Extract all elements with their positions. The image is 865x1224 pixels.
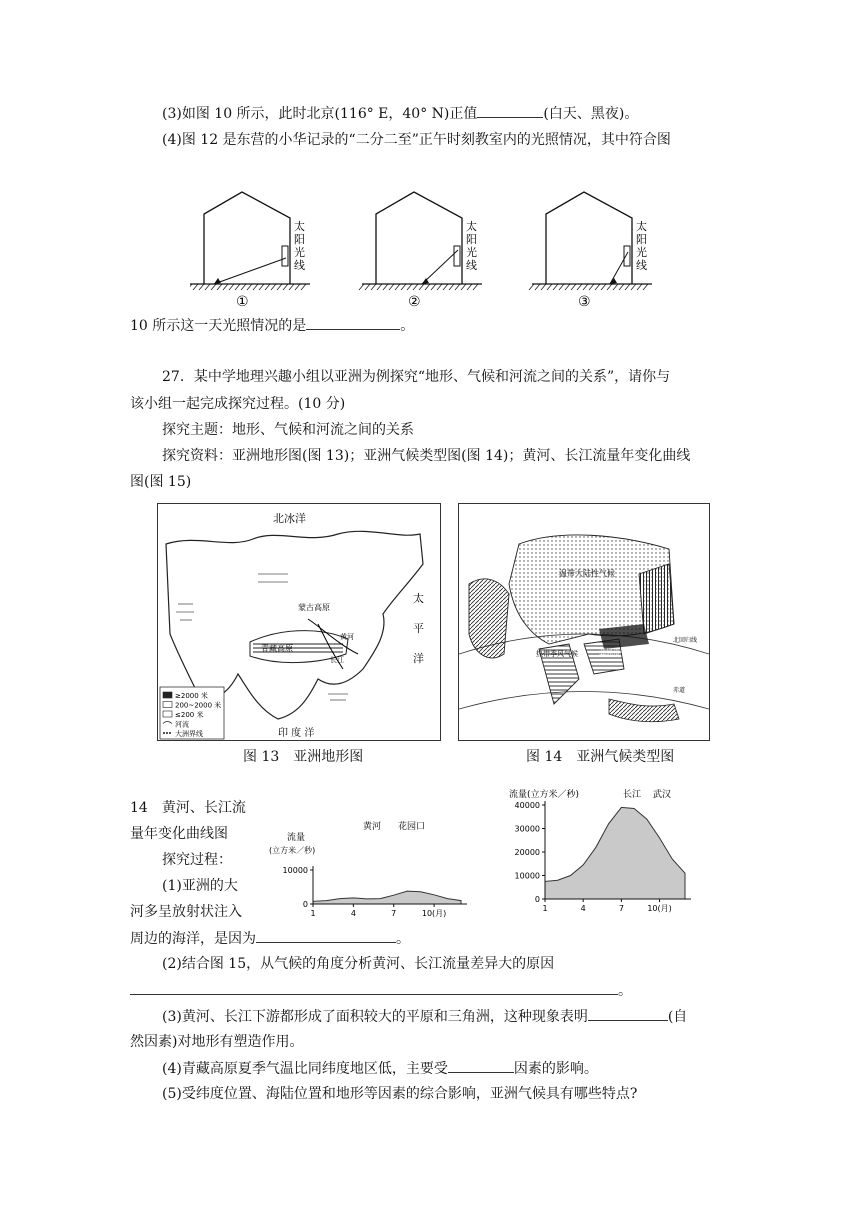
q3b-cont: 然因素)对地形有塑造作用。	[130, 1034, 304, 1050]
changjiang-flow-chart	[497, 783, 699, 923]
ground-hatch	[190, 284, 192, 290]
label-pacific-1: 太	[413, 592, 424, 605]
huanghe-unit-line2: (立方米／秒)	[269, 846, 316, 855]
ground-hatch	[595, 284, 600, 290]
sun-ray-label: 太	[294, 220, 305, 233]
q5-text: (5)受纬度位置、海陆位置和地形等因素的综合影响，亚洲气候具有哪些特点?	[162, 1086, 638, 1102]
label-indian-ocean: 印 度 洋	[278, 728, 315, 739]
x-tick-label: 10(月)	[647, 904, 672, 913]
ground-hatch	[223, 284, 228, 290]
ground-hatch	[229, 284, 234, 290]
label-tropical-monsoon: 热带季风气候	[536, 650, 578, 658]
house-3	[529, 192, 652, 310]
ground-hatch	[571, 284, 576, 290]
ground-hatch	[205, 284, 210, 290]
sun-ray-label: 太	[466, 220, 477, 233]
x-tick-label: 10(月)	[421, 909, 447, 918]
ground-hatch	[643, 284, 648, 290]
ground-hatch	[413, 284, 418, 290]
ground-hatch	[371, 284, 376, 290]
sun-ray-label: 光	[466, 246, 477, 259]
house-outline	[546, 192, 632, 284]
q1-text: 周边的海洋，是因为	[130, 931, 256, 947]
x-tick-label: 7	[618, 904, 624, 913]
label-mongolia: 蒙古高原	[298, 603, 330, 612]
ground-hatch	[583, 284, 588, 290]
q2-text: (2)结合图 15，从气候的角度分析黄河、长江流量差异大的原因	[162, 956, 555, 972]
ground-hatch	[289, 284, 294, 290]
q1-blank[interactable]	[256, 928, 396, 943]
q3b-text: (3)黄河、长江下游都形成了面积较大的平原和三角洲，这种现象表明	[162, 1009, 588, 1025]
ground-hatch	[259, 284, 264, 290]
ground-hatch	[565, 284, 570, 290]
ground-hatch	[407, 284, 412, 290]
q3b-line	[162, 1006, 687, 1027]
x-tick-label: 1	[542, 904, 548, 913]
ground-hatch	[377, 284, 382, 290]
sun-ray-line	[422, 250, 458, 284]
q1-tail: 。	[396, 931, 410, 947]
ground-hatch	[637, 284, 642, 290]
changjiang-unit-label: 流量(立方米／秒)	[509, 790, 580, 800]
ground-hatch	[473, 284, 478, 290]
q3b-blank[interactable]	[588, 1006, 668, 1021]
sun-ray-line	[610, 252, 628, 284]
q27-material1: 探究资料：亚洲地形图(图 13)；亚洲气候类型图(图 14)；黄河、长江流量年变化曲线	[162, 448, 691, 464]
q27-line1: 27．某中学地理兴趣小组以亚洲为例探究“地形、气候和河流之间的关系”，请你与	[162, 369, 671, 385]
ground-hatch	[395, 284, 400, 290]
ground-hatch	[529, 284, 534, 290]
window-icon	[282, 246, 288, 266]
arrow-head-icon	[214, 278, 221, 284]
y-tick-label: 20000	[514, 848, 540, 857]
asia-climate-map	[458, 503, 710, 741]
house-outline	[204, 192, 290, 284]
sun-ray-label: 线	[466, 259, 477, 272]
huanghe-unit-line1: 流量	[287, 833, 306, 843]
huanghe-flow-chart	[265, 815, 475, 920]
fig15-intro2: 量年变化曲线图	[130, 826, 228, 842]
x-tick-label: 7	[391, 909, 397, 918]
ground-hatch	[301, 284, 306, 290]
q1-line-a: (1)亚洲的大	[162, 878, 238, 894]
ground-hatch	[589, 284, 594, 290]
ground-hatch	[631, 284, 636, 290]
changjiang-station-label: 武汉	[653, 790, 672, 800]
legend-swatch	[163, 702, 172, 708]
window-icon	[624, 246, 630, 266]
ground-hatch	[383, 284, 388, 290]
label-subtropical: 亚热带季风气候	[599, 648, 648, 656]
huanghe-river-label: 黄河	[363, 822, 382, 832]
sun-ray-label: 阳	[466, 233, 477, 246]
label-equator: 赤道	[673, 687, 686, 694]
sun-ray-label: 光	[294, 246, 305, 259]
ground-hatch	[359, 284, 364, 290]
house-number: ②	[408, 294, 421, 310]
ground-hatch	[625, 284, 630, 290]
asia-terrain-map	[157, 503, 441, 741]
house-number: ③	[578, 294, 591, 310]
y-tick-label: 10000	[514, 871, 540, 881]
huanghe-station-label: 花园口	[398, 822, 426, 832]
ground-hatch	[401, 284, 406, 290]
q4-text: (4)图 12 是东营的小华记录的“二分二至”正午时刻教室内的光照情况，其中符合图	[162, 132, 671, 148]
ground-hatch	[235, 284, 240, 290]
ground-hatch	[265, 284, 270, 290]
y-tick-label: 0	[302, 900, 308, 909]
ground-hatch	[461, 284, 466, 290]
x-tick-label: 4	[580, 904, 586, 913]
ground-hatch	[253, 284, 258, 290]
q3-blank[interactable]	[477, 103, 543, 118]
label-changjiang: 长江	[330, 656, 344, 664]
q3b-tail: (自	[667, 1009, 688, 1025]
label-qinghai: 青藏高原	[261, 644, 293, 653]
legend-label: 200~2000 米	[175, 701, 222, 710]
houses-figure	[190, 180, 690, 310]
ground-hatch	[419, 284, 424, 290]
label-north-ocean: 北冰洋	[273, 512, 306, 525]
arrow-head-icon	[610, 278, 617, 284]
flow-area	[313, 891, 461, 904]
q4-cont: 10 所示这一天光照情况的是	[130, 318, 307, 334]
x-tick-label: 1	[310, 909, 316, 918]
sun-ray-label: 阳	[294, 233, 305, 246]
q4b-line	[162, 1058, 598, 1079]
q27-topic: 探究主题：地形、气候和河流之间的关系	[162, 422, 414, 438]
y-tick-label: 30000	[514, 824, 540, 834]
sun-ray-label: 线	[636, 259, 647, 272]
q2-blank[interactable]	[130, 980, 618, 995]
legend-label: 河流	[175, 720, 189, 729]
sun-ray-line	[214, 258, 286, 284]
ground-hatch	[613, 284, 618, 290]
ground-hatch	[455, 284, 460, 290]
fig15-intro1: 14 黄河、长江流	[130, 800, 246, 816]
sun-ray-label: 线	[294, 259, 305, 272]
window-icon	[454, 246, 460, 266]
ground-hatch	[541, 284, 546, 290]
map14-caption: 图 14 亚洲气候类型图	[526, 749, 675, 765]
q1-line-b: 河多呈放射状注入	[130, 904, 242, 920]
y-tick-label: 40000	[514, 801, 540, 810]
sun-ray-label: 阳	[636, 233, 647, 246]
ground-hatch	[425, 284, 430, 290]
ground-hatch	[193, 284, 198, 290]
q3-text: (3)如图 10 所示，此时北京(116° E，40° N)正值	[162, 106, 478, 122]
house-number: ①	[236, 294, 249, 310]
q4-cont-line	[130, 315, 414, 336]
house-outline	[376, 192, 462, 284]
ground-hatch	[553, 284, 558, 290]
ground-hatch	[389, 284, 394, 290]
changjiang-river-label: 长江	[623, 790, 642, 800]
label-continental: 温带大陆性气候	[559, 569, 615, 578]
sun-ray-label: 光	[636, 246, 647, 259]
ground-hatch	[437, 284, 442, 290]
ground-hatch	[217, 284, 222, 290]
label-huanghe: 黄河	[340, 633, 354, 641]
ground-hatch	[295, 284, 300, 290]
legend-label: 大洲界线	[175, 730, 203, 738]
q1-line-c	[130, 928, 410, 949]
y-tick-label: 10000	[282, 866, 308, 875]
label-pacific-2: 平	[413, 622, 424, 635]
q3-line	[162, 103, 638, 124]
ground-hatch	[431, 284, 436, 290]
ground-hatch	[577, 284, 582, 290]
q3-tail: (白天、黑夜)。	[543, 106, 639, 122]
fig15-process: 探究过程：	[162, 852, 232, 868]
ground-hatch	[283, 284, 288, 290]
q2-tail: 。	[618, 983, 632, 999]
label-pacific-3: 洋	[413, 652, 424, 665]
q2-answer-line	[130, 980, 632, 1001]
ground-hatch	[449, 284, 454, 290]
q4b-blank[interactable]	[448, 1058, 514, 1073]
sun-ray-label: 太	[636, 220, 647, 233]
legend-swatch	[163, 711, 172, 717]
ground-hatch	[277, 284, 282, 290]
ground-hatch	[547, 284, 552, 290]
ground-hatch	[607, 284, 612, 290]
ground-hatch	[443, 284, 448, 290]
ground-hatch	[247, 284, 252, 290]
house-2	[359, 192, 482, 310]
x-tick-label: 4	[350, 909, 356, 918]
ground-hatch	[619, 284, 624, 290]
ground-hatch	[535, 284, 540, 290]
flow-area	[545, 807, 685, 899]
ground-hatch	[241, 284, 246, 290]
legend-label: ≥2000 米	[175, 692, 208, 700]
house-1	[190, 192, 310, 310]
legend-swatch	[163, 692, 172, 698]
q4b-text: (4)青藏高原夏季气温比同纬度地区低，主要受	[162, 1061, 448, 1077]
q4-tail: 。	[400, 318, 415, 334]
map13-caption: 图 13 亚洲地形图	[243, 749, 364, 765]
ground-hatch	[211, 284, 216, 290]
q27-material2: 图(图 15)	[130, 474, 192, 490]
y-tick-label: 0	[534, 895, 540, 904]
ground-hatch	[271, 284, 276, 290]
ground-hatch	[365, 284, 370, 290]
label-tropic: 北回归线	[673, 637, 698, 644]
ground-hatch	[601, 284, 606, 290]
q27-line2: 该小组一起完成探究过程。(10 分)	[130, 396, 346, 412]
ground-hatch	[467, 284, 472, 290]
legend-label: ≤200 米	[175, 711, 204, 719]
ground-hatch	[559, 284, 564, 290]
ground-hatch	[199, 284, 204, 290]
q4b-tail: 因素的影响。	[513, 1061, 598, 1077]
q4-blank[interactable]	[306, 315, 400, 330]
